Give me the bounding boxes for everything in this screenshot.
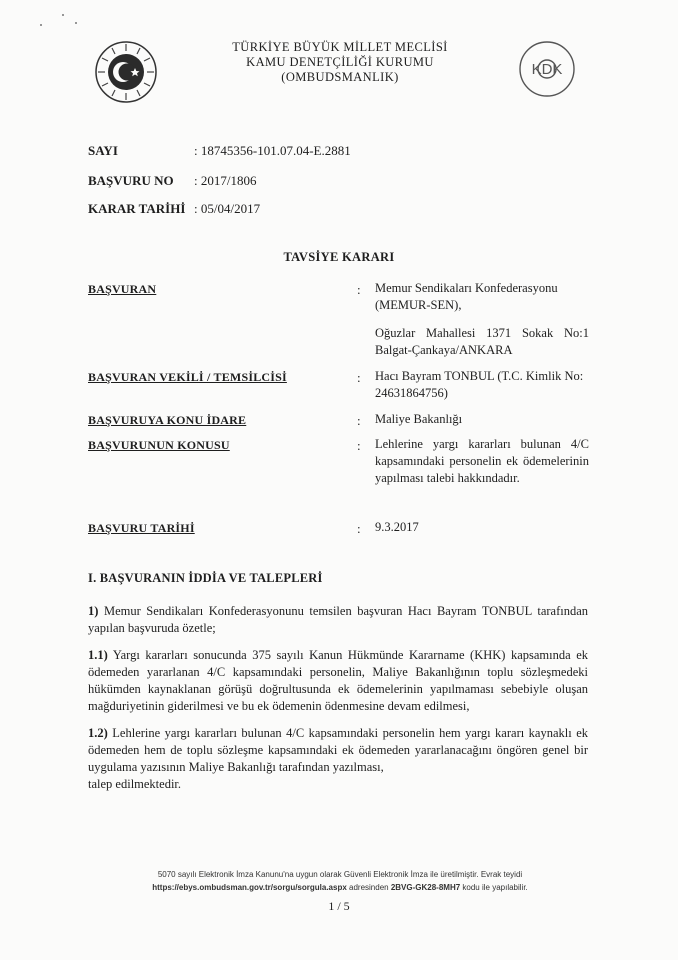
tbmm-emblem-icon (94, 40, 158, 104)
verification-url-link[interactable]: https://ebys.ombudsman.gov.tr/sorgu/sorgula.aspx (152, 883, 347, 892)
org-line-2: KAMU DENETÇİLİĞİ KURUMU (246, 55, 434, 69)
footer-line-1: 5070 sayılı Elektronik İmza Kanunu'na uygun olarak Güvenli Elektronik İmza ile üretilmiştir. Evrak teyidi (157, 870, 523, 879)
paragraph-1 (88, 603, 588, 637)
paragraph-1-2 (88, 725, 588, 776)
vekil-value: Hacı Bayram TONBUL (T.C. Kimlik No: 24631864756) (375, 369, 584, 400)
paragraph-1-2-text: Lehlerine yargı kararları bulunan 4/C kapsamındaki personelin hem yargı kararı kaynaklı ek ödemeden hem de toplu sözleşme kapsamındaki ek ödemeden yararlanacağını öngören genel bir uygulama yazısının Maliye Bakanlığı tarafından yazılması, (88, 726, 589, 774)
decision-title: TAVSİYE KARARI (283, 250, 395, 264)
idare-colon: : (357, 413, 361, 428)
basvuran-line-2: (MEMUR-SEN), (375, 298, 462, 312)
org-line-3: (OMBUDSMANLIK) (281, 70, 399, 84)
tarih-label: BAŞVURU TARİHİ (88, 521, 195, 535)
meta-karar-tarihi-value: : 05/04/2017 (194, 201, 261, 216)
paragraph-1-1 (88, 647, 588, 715)
page-number: 1 / 5 (328, 899, 350, 913)
paragraph-closing: talep edilmektedir. (88, 777, 182, 791)
vekil-colon: : (357, 370, 361, 385)
basvuran-label: BAŞVURAN (88, 282, 157, 296)
footer-text: kodu ile yapılabilir. (460, 883, 528, 892)
idare-label: BAŞVURUYA KONU İDARE (88, 413, 247, 427)
tarih-value: 9.3.2017 (375, 520, 419, 534)
paragraph-1-number: 1) (88, 604, 99, 618)
konu-label: BAŞVURUNUN KONUSU (88, 438, 230, 452)
speck (62, 14, 64, 16)
kdk-logo-icon (516, 38, 578, 100)
kdk-logo-text: KDK (531, 61, 563, 78)
speck (40, 24, 42, 26)
verification-code: 2BVG-GK28-8MH7 (390, 883, 461, 892)
meta-basvuru-no-label: BAŞVURU NO (88, 173, 174, 188)
meta-basvuru-no-value: : 2017/1806 (194, 173, 257, 188)
paragraph-1-2-number: 1.2) (88, 726, 108, 740)
speck (75, 22, 77, 24)
meta-karar-tarihi-label: KARAR TARİHİ (88, 201, 186, 216)
meta-sayi-value: : 18745356-101.07.04-E.2881 (194, 143, 351, 158)
konu-value: Lehlerine yargı kararları bulunan 4/C kapsamındaki personelin ek ödemelerinin yapılması talebi hakkındadır. (375, 437, 589, 485)
basvuran-address: Oğuzlar Mahallesi 1371 Sokak No:1 Balgat-Çankaya/ANKARA (375, 326, 589, 357)
org-line-1: TÜRKİYE BÜYÜK MİLLET MECLİSİ (232, 40, 448, 54)
paragraph-1-text: Memur Sendikaları Konfederasyonunu temsilen başvuran Hacı Bayram TONBUL tarafından yapılan başvuruda özetle; (88, 604, 589, 635)
basvuran-value (375, 280, 589, 314)
footer-line-2 (60, 881, 620, 894)
meta-sayi-label: SAYI (88, 143, 118, 158)
section-1-heading: I. BAŞVURANIN İDDİA VE TALEPLERİ (88, 571, 323, 585)
organization-header (160, 40, 520, 85)
basvuran-line-1: Memur Sendikaları Konfederasyonu (375, 281, 558, 295)
idare-value: Maliye Bakanlığı (375, 412, 463, 426)
vekil-label: BAŞVURAN VEKİLİ / TEMSİLCİSİ (88, 370, 287, 384)
meta-block (88, 143, 488, 223)
footer-text: adresinden (346, 883, 391, 892)
paragraph-1-1-number: 1.1) (88, 648, 108, 662)
paragraph-1-1-text: Yargı kararları sonucunda 375 sayılı Kanun Hükmünde Kararname (KHK) kapsamında ek ödemeden yararlanan 4/C kapsamındaki personelin, Maliye Bakanlığının toplu sözleşmedeki hükümden kaynaklanan görüşü doğrultusunda ek ödemelerinin yapılmaması sebebiyle oluşan mağduriyetinin giderilmesi ve bu ek ödemenin ödenmesine devam edilmesi, (88, 648, 588, 713)
konu-colon: : (357, 438, 361, 453)
footer (60, 868, 620, 894)
tarih-colon: : (357, 521, 361, 536)
basvuran-colon: : (357, 282, 361, 297)
